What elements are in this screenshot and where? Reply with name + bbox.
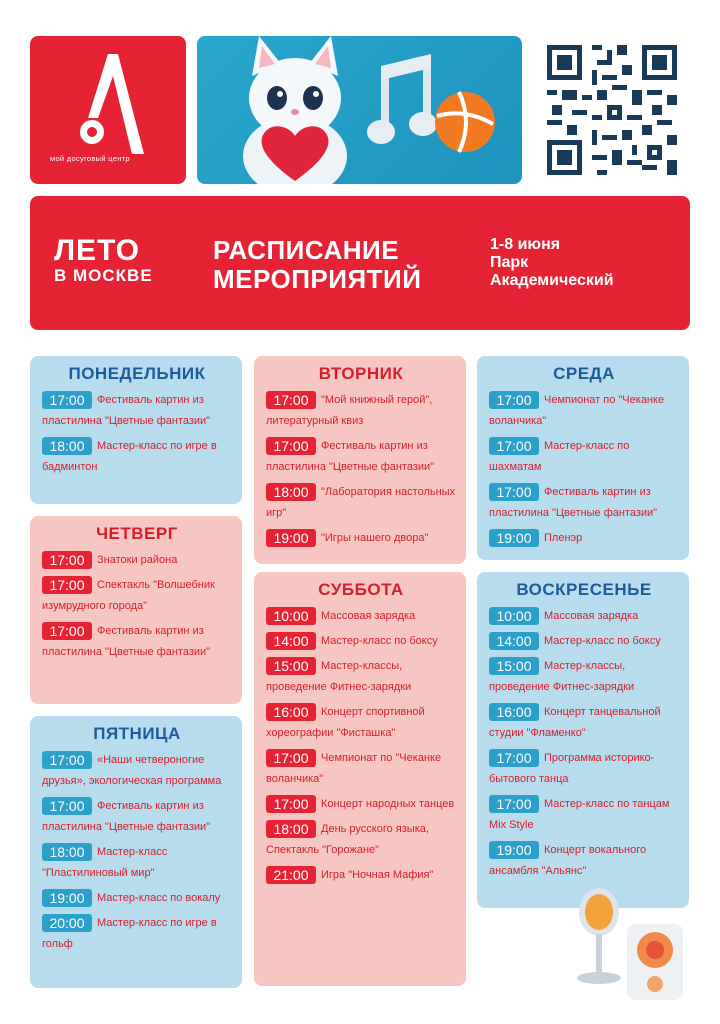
event-item [489,794,679,836]
event-item [489,482,679,524]
event-item [489,390,679,432]
day-card-saturday [254,572,466,986]
event-time: 17:00 [266,795,316,813]
event-item [266,436,456,478]
qr-code-icon [547,45,677,175]
event-text: Программа историко-бытового танца [489,752,655,785]
event-time: 17:00 [42,797,92,815]
event-time: 17:00 [42,576,92,594]
event-item [266,606,456,627]
event-item [42,436,232,478]
event-item [266,865,456,886]
leto-line2: В МОСКВЕ [54,266,153,285]
event-text: Мастер-класс по игре в гольф [42,917,217,950]
event-text: День русского языка, Спектакль "Горожане" [266,823,429,856]
event-time: 18:00 [266,820,316,838]
event-text: Концерт спортивной хореографии "Фисташка" [266,706,425,739]
event-time: 18:00 [42,437,92,455]
event-time: 18:00 [42,843,92,861]
microphone-speaker-icon [565,888,705,1004]
event-text: "Лаборатория настольных игр" [266,486,456,519]
event-time: 10:00 [489,607,539,625]
day-title: ЧЕТВЕРГ [96,524,178,543]
event-text: Чемпионат по "Чеканке воланчика" [266,752,442,785]
event-time: 17:00 [489,795,539,813]
event-text: Спектакль "Волшебник изумрудного города" [42,579,215,612]
qr-code[interactable] [547,45,677,175]
day-title: СРЕДА [553,364,615,383]
event-item [266,748,456,790]
event-dates-location [490,236,614,290]
event-item [42,796,232,838]
dates-line1: 1-8 июня [490,236,561,253]
day-card-friday [30,716,242,988]
event-text: Фестиваль картин из пластилина "Цветные фантазии" [42,800,211,833]
event-item [489,606,679,627]
event-time: 17:00 [266,391,316,409]
event-item [266,794,456,815]
event-text: Мастер-класс по танцам Mix Style [489,798,670,831]
event-text: Фестиваль картин из пластилина "Цветные фантазии" [42,394,211,427]
event-time: 15:00 [489,657,539,675]
event-text: Мастер-классы, проведение Фитнес-зарядки [266,660,412,693]
event-text: Игра "Ночная Мафия" [321,869,434,881]
title-line2: МЕРОПРИЯТИЙ [213,264,422,294]
event-text: "Мой книжный герой", литературный квиз [266,394,433,427]
leto-v-moskve-logo [54,236,153,286]
event-item [42,888,232,909]
headline-banner [30,196,690,330]
event-item [42,390,232,432]
event-time: 18:00 [266,483,316,501]
event-item [266,528,456,549]
day-card-wednesday [477,356,689,560]
day-card-sunday [477,572,689,908]
logo-block [30,36,186,184]
event-text: Мастер-класс по вокалу [97,892,221,904]
event-time: 16:00 [266,703,316,721]
event-time: 19:00 [266,529,316,547]
event-time: 17:00 [266,749,316,767]
day-card-monday [30,356,242,504]
event-text: Мастер-классы, проведение Фитнес-зарядки [489,660,635,693]
event-time: 17:00 [42,391,92,409]
event-text: Пленэр [544,532,583,544]
event-time: 19:00 [489,841,539,859]
event-item [266,390,456,432]
event-time: 14:00 [489,632,539,650]
event-text: Мастер-класс по боксу [321,635,438,647]
page-title [213,236,421,294]
event-time: 19:00 [42,889,92,907]
event-text: Концерт танцевальной студии "Фламенко" [489,706,661,739]
event-item [489,840,679,882]
event-time: 17:00 [42,622,92,640]
event-time: 19:00 [489,529,539,547]
event-item [266,656,456,698]
event-item [489,436,679,478]
event-time: 17:00 [489,749,539,767]
day-title: ПОНЕДЕЛЬНИК [68,364,206,383]
event-text: "Игры нашего двора" [321,532,429,544]
event-item [42,913,232,955]
event-text: Фестиваль картин из пластилина "Цветные фантазии" [266,440,435,473]
event-text: Фестиваль картин из пластилина "Цветные фантазии" [42,625,211,658]
event-text: Мастер-класс по шахматам [489,440,630,473]
event-time: 15:00 [266,657,316,675]
event-item [489,656,679,698]
event-item [42,575,232,617]
event-time: 10:00 [266,607,316,625]
title-line1: РАСПИСАНИЕ [213,235,400,265]
event-item [42,621,232,663]
event-text: Массовая зарядка [321,610,416,622]
event-item [42,550,232,571]
event-item [266,702,456,744]
dates-line2: Парк [490,254,529,271]
event-item [489,748,679,790]
day-title: ПЯТНИЦА [93,724,181,743]
event-text: Концерт вокального ансамбля "Альянс" [489,844,647,877]
event-time: 21:00 [266,866,316,884]
event-item [266,819,456,861]
event-text: Массовая зарядка [544,610,639,622]
event-item [42,842,232,884]
event-time: 17:00 [489,483,539,501]
event-item [42,750,232,792]
event-text: Знатоки района [97,554,178,566]
hero-illustration [197,36,522,184]
event-time: 17:00 [489,391,539,409]
event-text: Мастер-класс по игре в бадминтон [42,440,217,473]
day-title: СУББОТА [318,580,404,599]
event-item [489,702,679,744]
event-time: 17:00 [489,437,539,455]
event-text: Фестиваль картин из пластилина "Цветные фантазии" [489,486,658,519]
event-time: 17:00 [42,551,92,569]
event-time: 14:00 [266,632,316,650]
event-time: 17:00 [42,751,92,769]
event-item [266,631,456,652]
speaker-illustration [565,888,705,1009]
event-item [266,482,456,524]
cat-music-ball-icon [197,36,522,184]
day-title: ВОСКРЕСЕНЬЕ [516,580,652,599]
day-card-tuesday [254,356,466,564]
brand-logo-icon [78,54,144,154]
day-card-thursday [30,516,242,704]
event-time: 16:00 [489,703,539,721]
event-time: 17:00 [266,437,316,455]
event-text: Концерт народных танцев [321,798,455,810]
event-text: Мастер-класс "Пластилиновый мир" [42,846,168,879]
day-title: ВТОРНИК [318,364,404,383]
event-text: Мастер-класс по боксу [544,635,661,647]
event-item [489,528,679,549]
leto-line1: ЛЕТО [54,234,140,267]
event-text: Чемпионат по "Чеканке воланчика" [489,394,665,427]
logo-caption: мой досуговый центр [50,154,130,163]
event-text: «Наши четвероногие друзья», экологическая программа [42,754,222,787]
event-item [489,631,679,652]
event-time: 20:00 [42,914,92,932]
dates-line3: Академический [490,272,614,289]
